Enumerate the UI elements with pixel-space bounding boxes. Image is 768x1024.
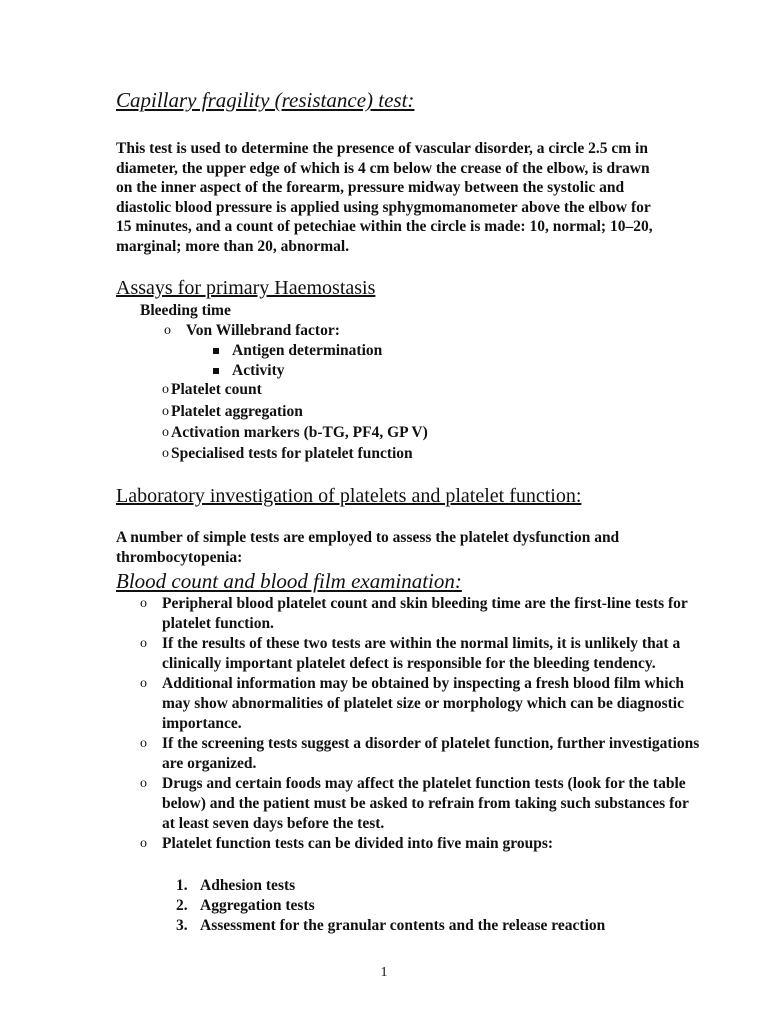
- list-item-text: Drugs and certain foods may affect the platelet function tests (look for the table below) and the patient must be asked to refrain from taking such substances for at least seven days before the test.: [162, 775, 689, 832]
- assay-antigen-determination: Antigen determination: [232, 342, 383, 359]
- list-item: [176, 916, 605, 936]
- bullet-marker: o: [140, 776, 147, 791]
- list-number: 3.: [176, 917, 188, 934]
- assay-activation-markers: Activation markers (b-TG, PF4, GP V): [171, 424, 428, 441]
- bullet-marker: o: [140, 636, 147, 651]
- assay-specialised-tests: Specialised tests for platelet function: [171, 445, 413, 462]
- assay-platelet-count: Platelet count: [171, 381, 262, 398]
- assay-von-willebrand: Von Willebrand factor:: [186, 322, 340, 339]
- list-item-text: Aggregation tests: [200, 897, 315, 914]
- assay-activity: Activity: [232, 362, 285, 379]
- list-item-text: Platelet function tests can be divided into five main groups:: [162, 835, 554, 852]
- square-bullet-icon: [213, 348, 219, 354]
- heading-assays-primary-haemostasis: Assays for primary Haemostasis: [116, 277, 376, 299]
- page-number: 1: [380, 965, 388, 980]
- list-item: [176, 896, 605, 916]
- heading-laboratory-investigation: Laboratory investigation of platelets and platelet function:: [116, 485, 582, 507]
- bullet-marker: o: [140, 596, 147, 611]
- list-item: [140, 834, 700, 854]
- list-item: [140, 634, 700, 674]
- assay-bleeding-time: Bleeding time: [140, 302, 231, 319]
- list-item: [140, 674, 700, 734]
- list-item: [140, 594, 700, 634]
- list-item: [140, 734, 700, 774]
- lab-paragraph: A number of simple tests are employed to assess the platelet dysfunction and thrombocytopenia:: [116, 529, 620, 566]
- list-item-text: Adhesion tests: [200, 877, 296, 894]
- bullet-marker: o: [140, 836, 147, 851]
- bullet-marker: o: [140, 736, 147, 751]
- bullet-marker: o: [164, 323, 171, 338]
- bullet-marker: o: [140, 676, 147, 691]
- bullet-marker: o: [162, 404, 169, 419]
- assay-platelet-aggregation: Platelet aggregation: [171, 403, 303, 420]
- bullet-marker: o: [162, 382, 169, 397]
- list-item: [140, 774, 700, 834]
- list-item-text: If the screening tests suggest a disorder of platelet function, further investigations are organized.: [162, 735, 700, 772]
- bullet-marker: o: [162, 446, 169, 461]
- platelet-test-groups-list: [176, 876, 605, 936]
- list-item-text: Peripheral blood platelet count and skin bleeding time are the first-line tests for platelet function.: [162, 595, 688, 632]
- list-item-text: Additional information may be obtained by inspecting a fresh blood film which may show abnormalities of platelet size or morphology which can be diagnostic importance.: [162, 675, 685, 732]
- list-number: 1.: [176, 877, 188, 894]
- list-number: 2.: [176, 897, 188, 914]
- list-item-text: If the results of these two tests are within the normal limits, it is unlikely that a clinically important platelet defect is responsible for the bleeding tendency.: [162, 635, 681, 672]
- capillary-paragraph: This test is used to determine the presence of vascular disorder, a circle 2.5 cm in diameter, the upper edge of which is 4 cm below the crease of the elbow, is drawn on the inner aspect of the forearm, pressure midway between the systolic and diastolic blood pressure is applied using sphygmomanometer above the elbow for 15 minutes, and a count of petechiae within the circle is made: 10, normal; 10–20, marginal; more than 20, abnormal.: [116, 140, 653, 255]
- list-item-text: Assessment for the granular contents and the release reaction: [200, 917, 606, 934]
- heading-capillary-fragility: Capillary fragility (resistance) test:: [116, 88, 415, 112]
- list-item: [176, 876, 605, 896]
- blood-film-bullet-list: [140, 594, 700, 854]
- heading-blood-count: Blood count and blood film examination:: [116, 569, 462, 593]
- square-bullet-icon: [213, 368, 219, 374]
- bullet-marker: o: [162, 425, 169, 440]
